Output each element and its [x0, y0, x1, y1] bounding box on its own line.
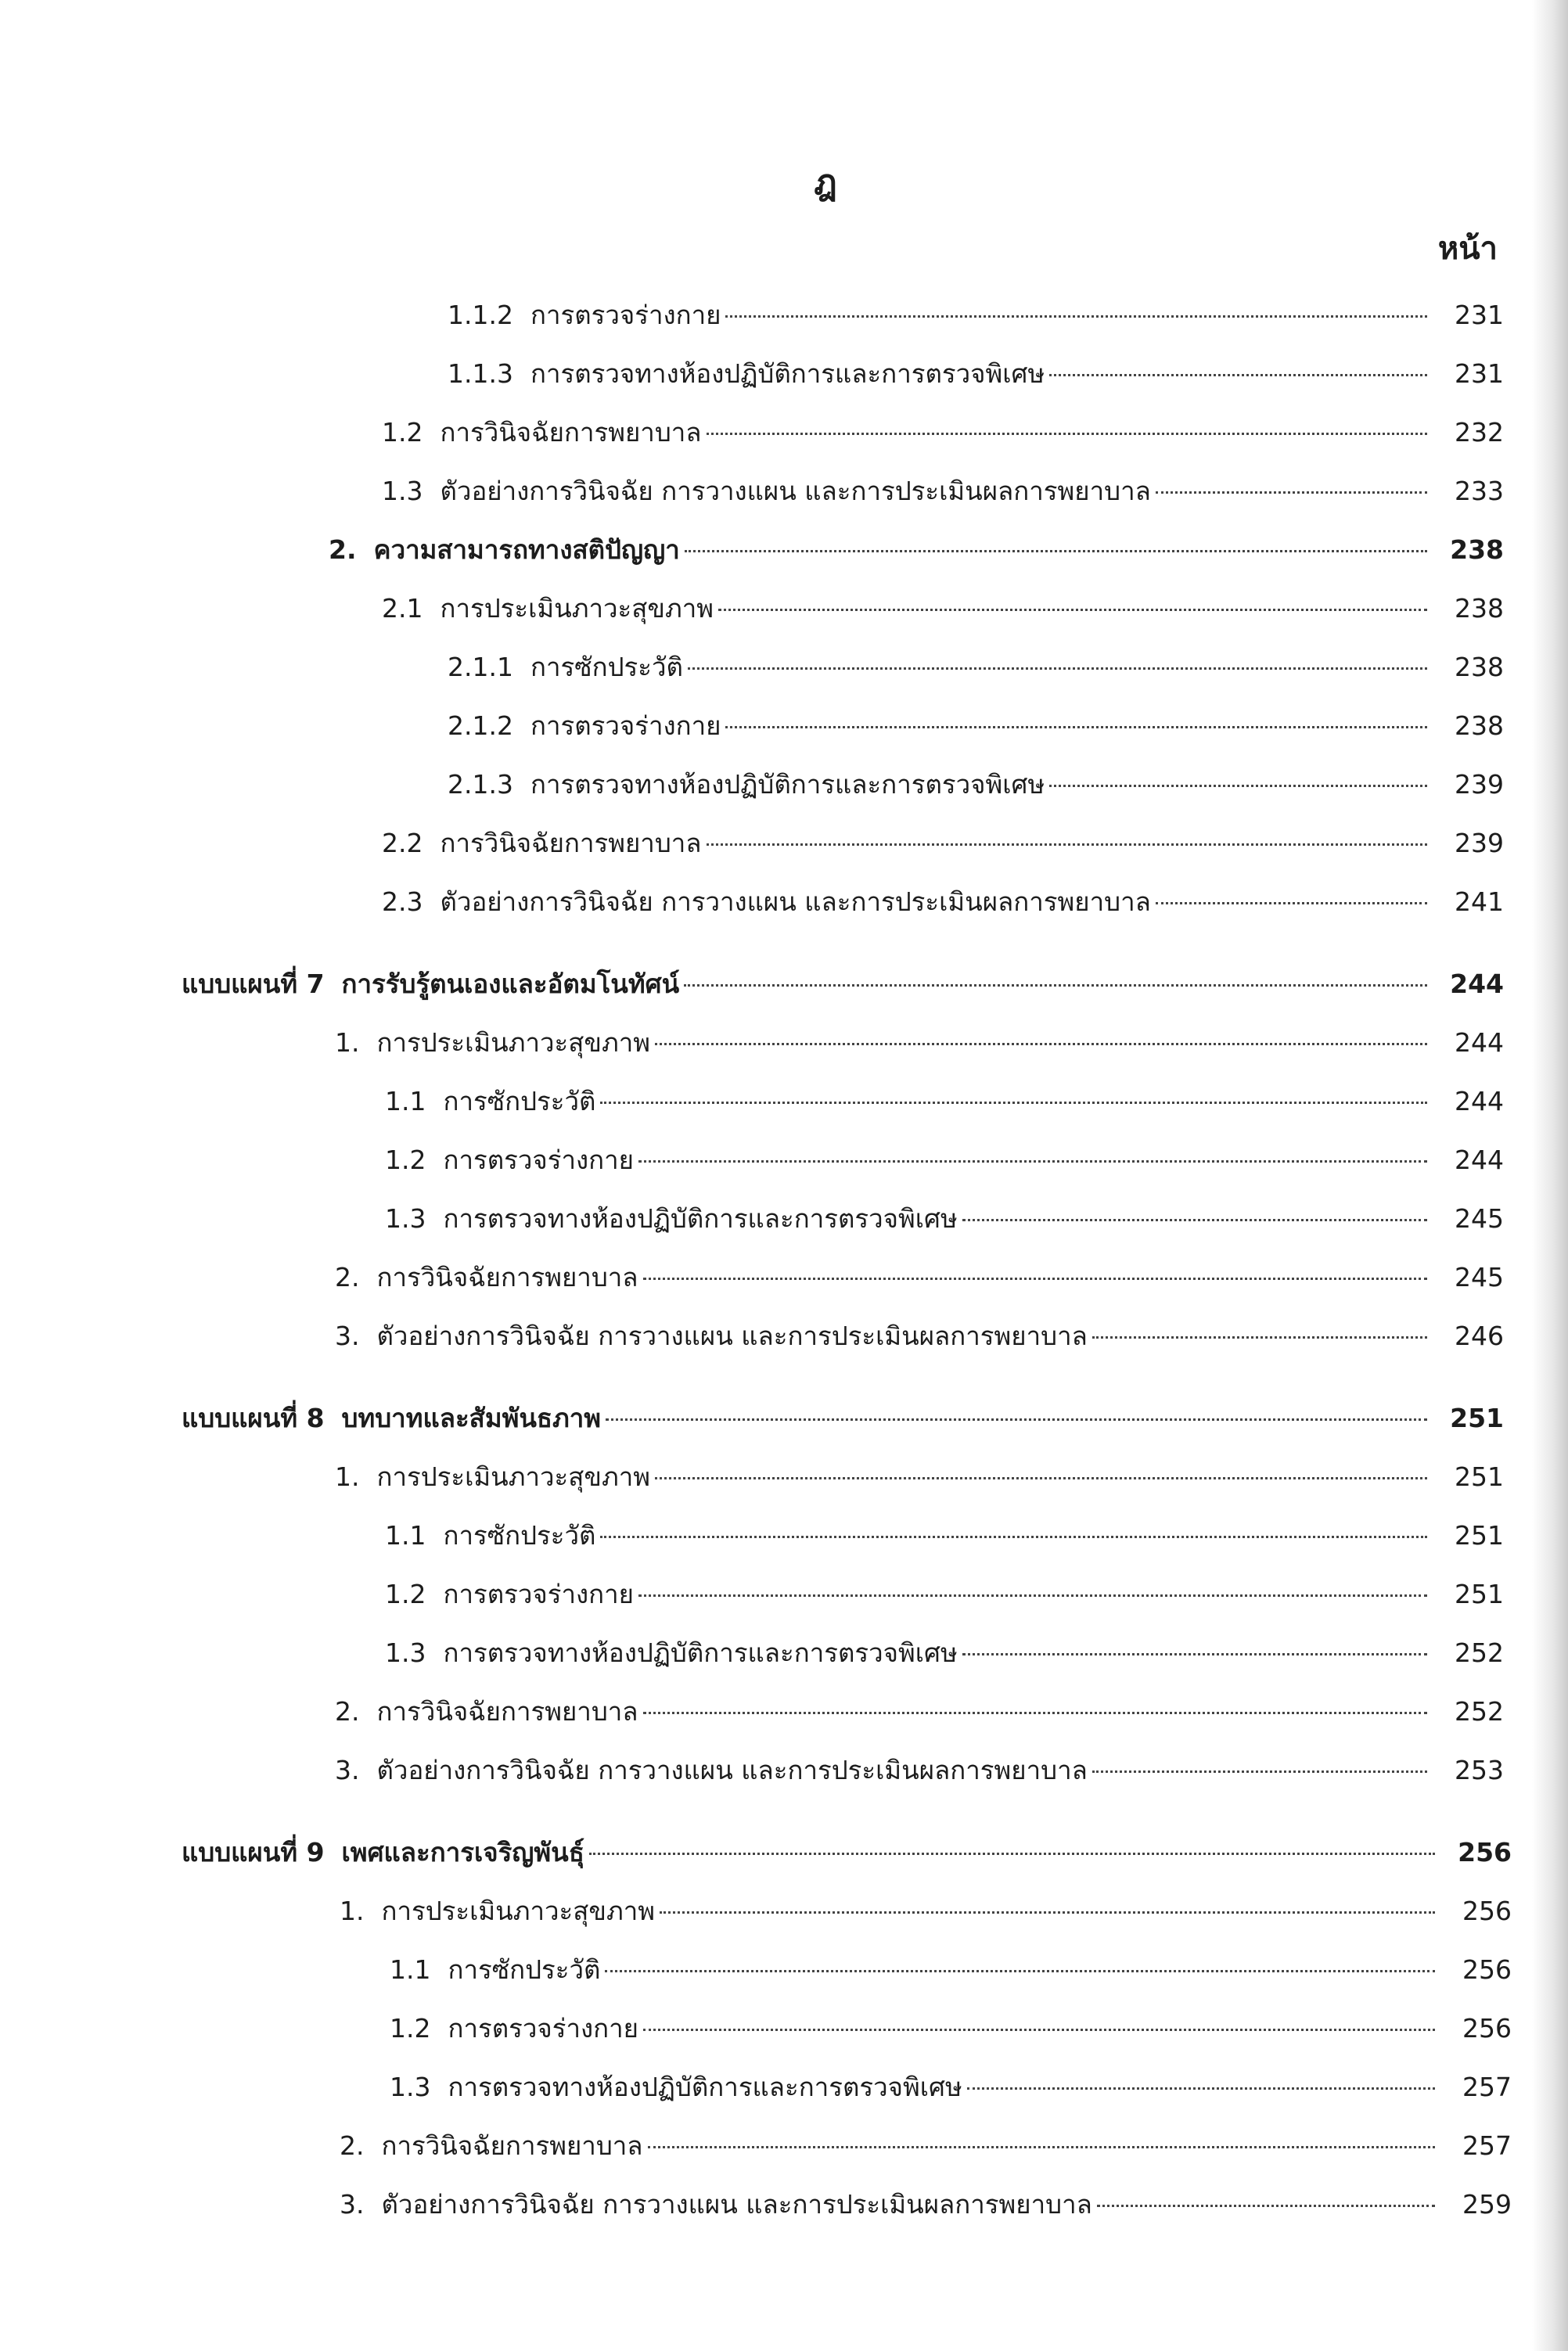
toc-entry-page: 245	[1455, 1203, 1504, 1234]
toc-entry-title: การซักประวัติ	[530, 652, 683, 682]
toc-entry-page: 246	[1455, 1321, 1504, 1351]
toc-entry-page: 252	[1455, 1696, 1504, 1727]
toc-entry-page: 253	[1455, 1755, 1504, 1785]
dot-leader	[1092, 1770, 1427, 1773]
toc-entry-number: 2.1.1	[448, 652, 513, 682]
toc-entry-page: 239	[1455, 769, 1504, 800]
toc-entry	[385, 1080, 1504, 1118]
dot-leader	[638, 1594, 1427, 1597]
toc-chapter-entry	[182, 1832, 1512, 1869]
toc-entry	[448, 353, 1504, 390]
dot-leader	[1156, 491, 1427, 494]
toc-entry-number: 1.3	[385, 1203, 426, 1234]
toc-entry-number: 1.3	[382, 476, 423, 506]
toc-chapter-label: แบบแผนที่ 7	[182, 969, 325, 999]
toc-entry-page: 256	[1462, 2013, 1512, 2044]
toc-entry-number: 2.1	[382, 593, 423, 624]
toc-entry-page: 244	[1455, 1027, 1504, 1058]
toc-entry-page: 251	[1450, 1403, 1504, 1433]
toc-entry	[385, 1198, 1504, 1235]
toc-entry-page: 251	[1455, 1461, 1504, 1492]
toc-entry	[335, 1022, 1504, 1059]
dot-leader	[962, 1219, 1427, 1221]
toc-entry-number: 2.	[335, 1696, 360, 1727]
toc-entry-number: 2.	[329, 534, 357, 565]
toc-entry	[382, 470, 1504, 508]
toc-entry-title: การตรวจทางห้องปฏิบัติการและการตรวจพิเศษ	[448, 2072, 962, 2102]
toc-entry-page: 251	[1455, 1520, 1504, 1551]
toc-entry-title: การรับรู้ตนเองและอัตมโนทัศน์	[341, 969, 680, 999]
toc-entry-page: 231	[1455, 358, 1504, 389]
toc-entry-page: 231	[1455, 300, 1504, 330]
dot-leader	[655, 1043, 1427, 1045]
dot-leader	[1092, 1336, 1427, 1339]
dot-leader	[600, 1102, 1427, 1104]
toc-entry-number: 1.2	[385, 1579, 426, 1609]
dot-leader	[605, 1970, 1435, 1972]
toc-entry-number: 1.1	[390, 1954, 431, 1985]
toc-entry	[340, 1890, 1512, 1928]
dot-leader	[967, 2087, 1435, 2090]
toc-entry	[340, 2125, 1512, 2162]
toc-entry-page: 256	[1458, 1837, 1512, 1867]
toc-entry-number: 1.2	[390, 2013, 431, 2044]
toc-entry-page: 239	[1455, 828, 1504, 858]
toc-entry-title: การตรวจทางห้องปฏิบัติการและการตรวจพิเศษ	[530, 769, 1045, 800]
toc-entry	[448, 294, 1504, 332]
toc-entry-page: 238	[1450, 534, 1504, 565]
dot-leader	[962, 1653, 1427, 1655]
dot-leader	[643, 2029, 1435, 2031]
toc-entry	[335, 1256, 1504, 1294]
dot-leader	[600, 1536, 1427, 1538]
dot-leader	[643, 1712, 1427, 1714]
toc-entry	[390, 2008, 1512, 2045]
toc-entry	[390, 2066, 1512, 2104]
toc-entry-title: ตัวอย่างการวินิจฉัย การวางแผน และการประเมินผลการพยาบาล	[381, 2189, 1092, 2220]
toc-entry-page: 241	[1455, 886, 1504, 917]
toc-entry-number: 3.	[340, 2189, 365, 2220]
toc-entry	[335, 1749, 1504, 1787]
toc-entry-title: การวินิจฉัยการพยาบาล	[440, 828, 702, 858]
toc-entry	[390, 1949, 1512, 1986]
toc-entry	[335, 1315, 1504, 1353]
toc-entry-page: 256	[1462, 1896, 1512, 1926]
toc-entry-number: 1.2	[382, 417, 423, 448]
dot-leader	[725, 726, 1427, 728]
toc-entry-page: 238	[1455, 652, 1504, 682]
toc-entry-number: 3.	[335, 1321, 360, 1351]
toc-entry-number: 1.	[335, 1027, 360, 1058]
dot-leader	[606, 1418, 1427, 1421]
toc-entry	[385, 1632, 1504, 1670]
toc-entry-page: 244	[1455, 1086, 1504, 1116]
toc-entry-title: การประเมินภาวะสุขภาพ	[381, 1896, 655, 1926]
toc-entry-number: 1.1	[385, 1086, 426, 1116]
toc-entry-page: 256	[1462, 1954, 1512, 1985]
toc-entry-title: การตรวจร่างกาย	[448, 2013, 638, 2044]
dot-leader	[688, 667, 1427, 670]
dot-leader	[684, 984, 1427, 987]
toc-entry-number: 1.1.3	[448, 358, 513, 389]
toc-entry-title: การตรวจร่างกาย	[530, 710, 721, 741]
toc-entry-title: การวินิจฉัยการพยาบาล	[440, 417, 702, 448]
page-letter: ฎ	[814, 163, 837, 203]
toc-section-entry	[329, 529, 1504, 566]
toc-chapter-label: แบบแผนที่ 9	[182, 1837, 325, 1867]
toc-entry-title: การตรวจร่างกาย	[443, 1145, 634, 1175]
dot-leader	[643, 1278, 1427, 1280]
dot-leader	[655, 1477, 1427, 1479]
dot-leader	[707, 843, 1427, 846]
toc-entry	[340, 2184, 1512, 2221]
dot-leader	[1097, 2205, 1435, 2207]
toc-entry-page: 257	[1462, 2130, 1512, 2161]
toc-entry-title: การซักประวัติ	[443, 1086, 596, 1116]
toc-entry-number: 1.	[335, 1461, 360, 1492]
toc-entry-page: 238	[1455, 593, 1504, 624]
toc-entry	[385, 1515, 1504, 1552]
toc-entry	[385, 1573, 1504, 1611]
toc-entry-number: 2.1.3	[448, 769, 513, 800]
toc-entry-page: 244	[1450, 969, 1504, 999]
toc-entry-title: การซักประวัติ	[448, 1954, 601, 1985]
toc-entry-number: 1.1.2	[448, 300, 513, 330]
toc-entry-number: 2.3	[382, 886, 423, 917]
toc-entry-page: 259	[1462, 2189, 1512, 2220]
toc-entry-title: ตัวอย่างการวินิจฉัย การวางแผน และการประเมินผลการพยาบาล	[440, 886, 1151, 917]
toc-entry-title: ตัวอย่างการวินิจฉัย การวางแผน และการประเมินผลการพยาบาล	[440, 476, 1151, 506]
toc-entry-page: 257	[1462, 2072, 1512, 2102]
toc-entry-title: การตรวจทางห้องปฏิบัติการและการตรวจพิเศษ	[443, 1203, 958, 1234]
dot-leader	[707, 433, 1427, 435]
toc-entry-title: การประเมินภาวะสุขภาพ	[376, 1027, 650, 1058]
toc-entry-number: 1.2	[385, 1145, 426, 1175]
dot-leader	[1049, 785, 1427, 787]
toc-entry	[335, 1456, 1504, 1494]
toc-entry-title: การวินิจฉัยการพยาบาล	[376, 1696, 638, 1727]
toc-entry-title: การวินิจฉัยการพยาบาล	[376, 1262, 638, 1292]
toc-entry	[382, 822, 1504, 860]
toc-entry-page: 244	[1455, 1145, 1504, 1175]
toc-entry-title: การประเมินภาวะสุขภาพ	[376, 1461, 650, 1492]
toc-entry	[335, 1691, 1504, 1728]
dot-leader	[638, 1160, 1427, 1163]
toc-entry-page: 233	[1455, 476, 1504, 506]
toc-entry-title: การตรวจร่างกาย	[530, 300, 721, 330]
toc-entry-page: 238	[1455, 710, 1504, 741]
toc-entry-title: เพศและการเจริญพันธุ์	[341, 1837, 584, 1867]
dot-leader	[725, 315, 1427, 318]
toc-entry-number: 1.1	[385, 1520, 426, 1551]
toc-entry-page: 232	[1455, 417, 1504, 448]
toc-entry-number: 2.1.2	[448, 710, 513, 741]
dot-leader	[718, 609, 1427, 611]
dot-leader	[1156, 902, 1427, 904]
toc-entry-title: การตรวจทางห้องปฏิบัติการและการตรวจพิเศษ	[530, 358, 1045, 389]
toc-entry	[382, 588, 1504, 625]
toc-chapter-entry	[182, 1397, 1504, 1435]
dot-leader	[1049, 374, 1427, 376]
toc-entry	[448, 705, 1504, 742]
toc-entry-number: 2.	[335, 1262, 360, 1292]
toc-entry-number: 1.3	[385, 1637, 426, 1668]
toc-chapter-label: แบบแผนที่ 8	[182, 1403, 325, 1433]
toc-entry	[382, 881, 1504, 918]
toc-entry-number: 2.	[340, 2130, 365, 2161]
toc-entry-number: 2.2	[382, 828, 423, 858]
toc-entry-title: บทบาทและสัมพันธภาพ	[341, 1403, 602, 1433]
toc-entry-title: ตัวอย่างการวินิจฉัย การวางแผน และการประเมินผลการพยาบาล	[376, 1321, 1088, 1351]
toc-entry-title: การตรวจทางห้องปฏิบัติการและการตรวจพิเศษ	[443, 1637, 958, 1668]
dot-leader	[589, 1853, 1435, 1855]
toc-entry-page: 252	[1455, 1637, 1504, 1668]
toc-entry-page: 245	[1455, 1262, 1504, 1292]
toc-entry-title: ตัวอย่างการวินิจฉัย การวางแผน และการประเมินผลการพยาบาล	[376, 1755, 1088, 1785]
toc-entry-title: การซักประวัติ	[443, 1520, 596, 1551]
toc-entry-number: 1.	[340, 1896, 365, 1926]
toc-entry	[385, 1139, 1504, 1177]
toc-entry-title: การตรวจร่างกาย	[443, 1579, 634, 1609]
toc-chapter-entry	[182, 963, 1504, 1001]
toc-entry-title: การวินิจฉัยการพยาบาล	[381, 2130, 643, 2161]
toc-entry-number: 1.3	[390, 2072, 431, 2102]
toc-entry-title: การประเมินภาวะสุขภาพ	[440, 593, 714, 624]
dot-leader	[648, 2146, 1435, 2148]
toc-entry-page: 251	[1455, 1579, 1504, 1609]
toc-entry-number: 3.	[335, 1755, 360, 1785]
dot-leader	[660, 1911, 1435, 1914]
toc-entry-title: ความสามารถทางสติปัญญา	[373, 534, 680, 565]
toc-entry	[382, 412, 1504, 449]
page-column-header: หน้า	[1437, 231, 1498, 267]
dot-leader	[685, 550, 1427, 552]
toc-entry	[448, 646, 1504, 684]
toc-entry	[448, 764, 1504, 801]
